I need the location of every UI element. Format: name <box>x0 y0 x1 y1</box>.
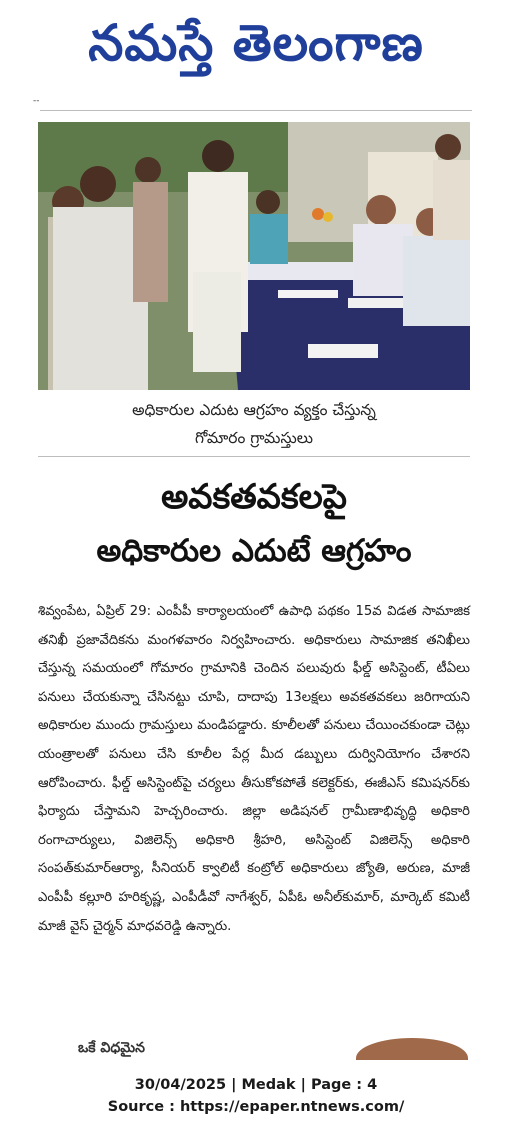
article-body <box>38 598 470 941</box>
teaser-photo-icon <box>356 1038 468 1060</box>
footer-source: Source : https://epaper.ntnews.com/ <box>107 1099 405 1115</box>
headline-line-1: అవకతవకలపై <box>161 477 347 517</box>
caption-line-2: గోమారం గ్రామస్తులు <box>194 429 314 447</box>
photo-officials-meeting-icon <box>38 122 470 390</box>
page-marker: -- <box>33 96 40 106</box>
footer-date-edition: 30/04/2025 | Medak | Page : 4 <box>134 1077 378 1093</box>
masthead <box>0 8 512 78</box>
headline-line-2: అధికారుల ఎదుటే ఆగ్రహం <box>96 533 412 569</box>
headline <box>38 470 470 578</box>
news-photo <box>38 122 470 390</box>
top-divider <box>40 110 472 111</box>
teaser-text: ఒకే విధమైన <box>78 1040 145 1056</box>
caption-line-1: అధికారుల ఎదుట ఆగ్రహం వ్యక్తం చేస్తున్న <box>132 401 376 419</box>
next-story-teaser <box>38 1036 470 1060</box>
photo-caption <box>38 396 470 452</box>
caption-divider <box>38 456 470 457</box>
page-footer <box>0 1074 512 1118</box>
masthead-title: నమస్తే తెలంగాణ <box>88 13 424 72</box>
article-paragraph: శివ్వంపేట, ఏప్రిల్ 29: ఎంపీపీ కార్యాలయంలో ఉపాధి పథకం 15వ విడత సామాజిక తనిఖీ ప్రజావేదికను మంగళవారం నిర్వహించారు. అధికారులు సామాజిక తనిఖీలు చేస్తున్న సమయంలో గోమారం గ్రామానికి చెందిన పలువురు ఫీల్డ్ అసిస్టెంట్, టీఏలు పనులు చేయకున్నా చేసినట్టు చూపి, దాదాపు 13లక్షలు అవకతవకలు జరిగాయని అధికారుల ముందు గ్రామస్తులు మండిపడ్డారు. కూలీలతో పనులు చేయించకుండా చెట్లు యంత్రాలతో పనులు చేసి కూలీల పేర్ల మీద డబ్బులు దుర్వినియోగం చేశారని ఆరోపించారు. ఫీల్డ్ అసిస్టెంట్‌పై చర్యలు తీసుకోకపోతే కలెక్టర్‌కు, ఈజీఎస్ కమిషనర్‌కు ఫిర్యాదు చేస్తామని హెచ్చరించారు. జిల్లా అడిషనల్ గ్రామీణాభివృద్ధి అధికారి రంగాచార్యులు, విజిలెన్స్ అధికారి శ్రీహరి, అసిస్టెంట్ విజిలెన్స్ అధికారి సంపత్‌కుమార్‌ఆర్యా, సీనియర్ క్వాలిటీ కంట్రోల్ అధికారులు జ్యోతి, అరుణ, మాజీ ఎంపీపీ కల్లూరి హరికృష్ణ, ఎంపీడీవో నాగేశ్వర్, ఏపీఓ అనీల్‌కుమార్, మార్కెట్ కమిటీ మాజీ వైస్ చైర్మన్ మాధవరెడ్డి ఉన్నారు. <box>38 604 470 934</box>
